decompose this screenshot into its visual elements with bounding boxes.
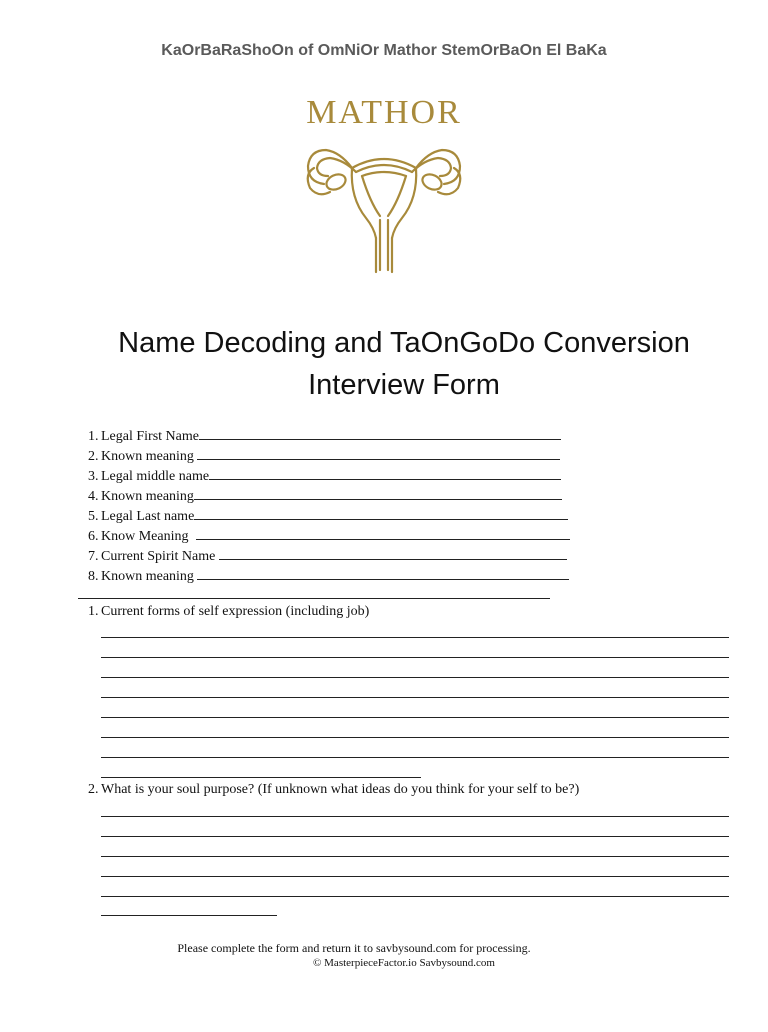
- name-field-row: [88, 566, 570, 586]
- field-number: 8.: [88, 569, 99, 584]
- answer-blank[interactable]: [194, 506, 568, 520]
- field-number: 1.: [88, 429, 99, 444]
- answer-line[interactable]: [101, 677, 729, 678]
- name-fields-list: [88, 426, 570, 586]
- question-text: What is your soul purpose? (If unknown what ideas do you think for your self to be?): [101, 782, 580, 797]
- uterus-logo-icon: [300, 138, 468, 278]
- field-number: 2.: [88, 449, 99, 464]
- answer-line[interactable]: [101, 657, 729, 658]
- answer-line-short[interactable]: [101, 915, 277, 916]
- answer-line[interactable]: [101, 637, 729, 638]
- name-field-row: [88, 546, 570, 566]
- name-field-row: [88, 486, 570, 506]
- field-label: Legal middle name: [101, 469, 210, 484]
- organization-header: KaOrBaRaShoOn of OmNiOr Mathor StemOrBaOn El BaKa: [161, 42, 607, 59]
- name-field-row: [88, 526, 570, 546]
- logo-wordmark: MATHOR: [306, 94, 462, 131]
- question-2: [88, 782, 579, 798]
- answer-blank[interactable]: [197, 566, 569, 580]
- answer-line[interactable]: [101, 896, 729, 897]
- answer-blank[interactable]: [194, 486, 562, 500]
- answer-line[interactable]: [101, 816, 729, 817]
- field-number: 6.: [88, 529, 99, 544]
- field-number: 3.: [88, 469, 99, 484]
- answer-line[interactable]: [101, 876, 729, 877]
- answer-line[interactable]: [101, 737, 729, 738]
- question-text: Current forms of self expression (including job): [101, 604, 370, 619]
- answer-line[interactable]: [101, 717, 729, 718]
- answer-line[interactable]: [101, 856, 729, 857]
- answer-blank[interactable]: [197, 446, 560, 460]
- answer-line[interactable]: [101, 836, 729, 837]
- field-label: Known meaning: [101, 569, 198, 584]
- question-number: 2.: [88, 782, 99, 797]
- field-label: Know Meaning: [101, 529, 196, 544]
- form-title-line-1: Name Decoding and TaOnGoDo Conversion: [118, 327, 690, 359]
- name-field-row: [88, 426, 570, 446]
- form-title-line-2: Interview Form: [308, 369, 500, 401]
- answer-blank[interactable]: [219, 546, 567, 560]
- section-divider: [78, 598, 550, 599]
- question-1: [88, 604, 369, 620]
- answer-blank[interactable]: [196, 526, 570, 540]
- name-field-row: [88, 506, 570, 526]
- question-number: 1.: [88, 604, 99, 619]
- name-field-row: [88, 466, 570, 486]
- field-label: Legal Last name: [101, 509, 195, 524]
- answer-line-short[interactable]: [101, 777, 421, 778]
- field-number: 7.: [88, 549, 99, 564]
- answer-line[interactable]: [101, 757, 729, 758]
- submission-instructions: Please complete the form and return it to savbysound.com for processing.: [177, 941, 531, 955]
- field-label: Known meaning: [101, 489, 194, 504]
- answer-blank[interactable]: [209, 466, 561, 480]
- field-label: Known meaning: [101, 449, 198, 464]
- answer-line[interactable]: [101, 697, 729, 698]
- field-label: Current Spirit Name: [101, 549, 219, 564]
- answer-blank[interactable]: [199, 426, 561, 440]
- form-title: [0, 322, 768, 406]
- field-number: 5.: [88, 509, 99, 524]
- field-label: Legal First Name: [101, 429, 199, 444]
- name-field-row: [88, 446, 570, 466]
- field-number: 4.: [88, 489, 99, 504]
- copyright-notice: © MasterpieceFactor.io Savbysound.com: [313, 957, 495, 969]
